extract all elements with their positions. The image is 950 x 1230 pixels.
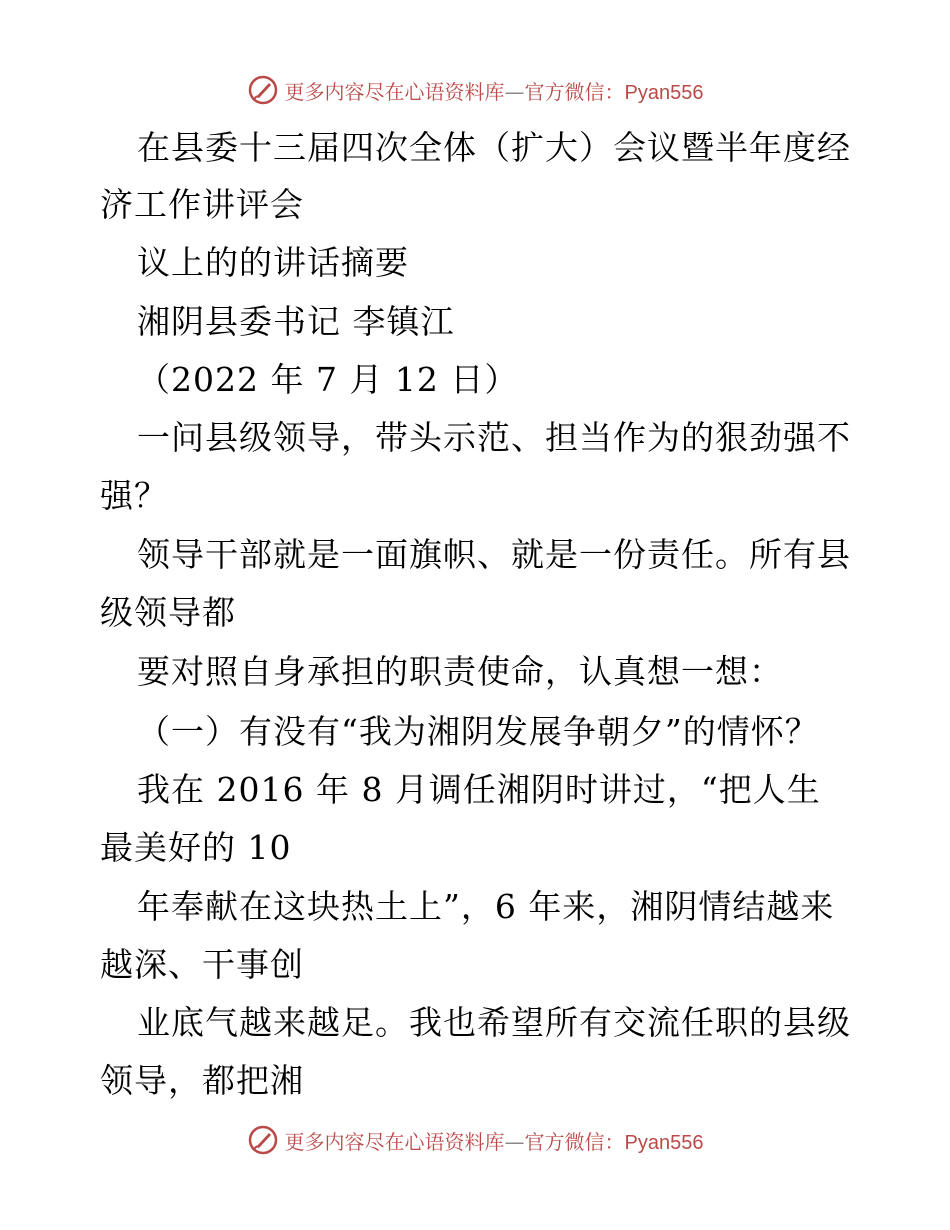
text-line: 最美好的 10	[100, 828, 292, 867]
text-line: 湘阴县委书记 李镇江	[137, 302, 455, 341]
watermark-separator: —	[504, 79, 525, 104]
watermark-text	[285, 1126, 704, 1155]
text-line: 越深、干事创	[100, 945, 304, 984]
text-line: 强？	[100, 476, 168, 515]
text-line: 我在 2016 年 8 月调任湘阴时讲过，“把人生	[137, 770, 821, 809]
text-line: 领导，都把湘	[100, 1061, 304, 1100]
text-line: 年奉献在这块热土上”，6 年来，湘阴情结越来	[137, 887, 835, 926]
watermark-text	[285, 76, 704, 105]
text-line: 要对照自身承担的职责使命，认真想一想：	[137, 652, 783, 691]
watermark-id: Pyan556	[624, 1131, 704, 1154]
watermark-site: 更多内容尽在心语资料库	[284, 79, 505, 104]
quill-logo-icon	[247, 1124, 279, 1156]
footer-watermark	[0, 1120, 950, 1160]
text-line: 领导干部就是一面旗帜、就是一份责任。所有县	[137, 535, 851, 574]
watermark-site: 更多内容尽在心语资料库	[284, 1129, 505, 1154]
text-line: 一问县级领导，带头示范、担当作为的狠劲强不	[137, 418, 851, 457]
text-line: 级领导都	[100, 593, 236, 632]
text-line: 业底气越来越足。我也希望所有交流任职的县级	[137, 1003, 851, 1042]
header-watermark	[0, 70, 950, 110]
watermark-label: 官方微信：	[524, 79, 625, 104]
watermark-label: 官方微信：	[524, 1129, 625, 1154]
quill-logo-icon	[247, 74, 279, 106]
text-line: 议上的的讲话摘要	[137, 243, 409, 282]
text-line: （一）有没有“我为湘阴发展争朝夕”的情怀？	[137, 712, 819, 751]
text-line: 在县委十三届四次全体（扩大）会议暨半年度经	[137, 128, 851, 167]
text-line: 济工作讲评会	[100, 185, 304, 224]
watermark-id: Pyan556	[624, 81, 704, 104]
text-line: （2022 年 7 月 12 日）	[137, 360, 519, 399]
watermark-separator: —	[504, 1129, 525, 1154]
